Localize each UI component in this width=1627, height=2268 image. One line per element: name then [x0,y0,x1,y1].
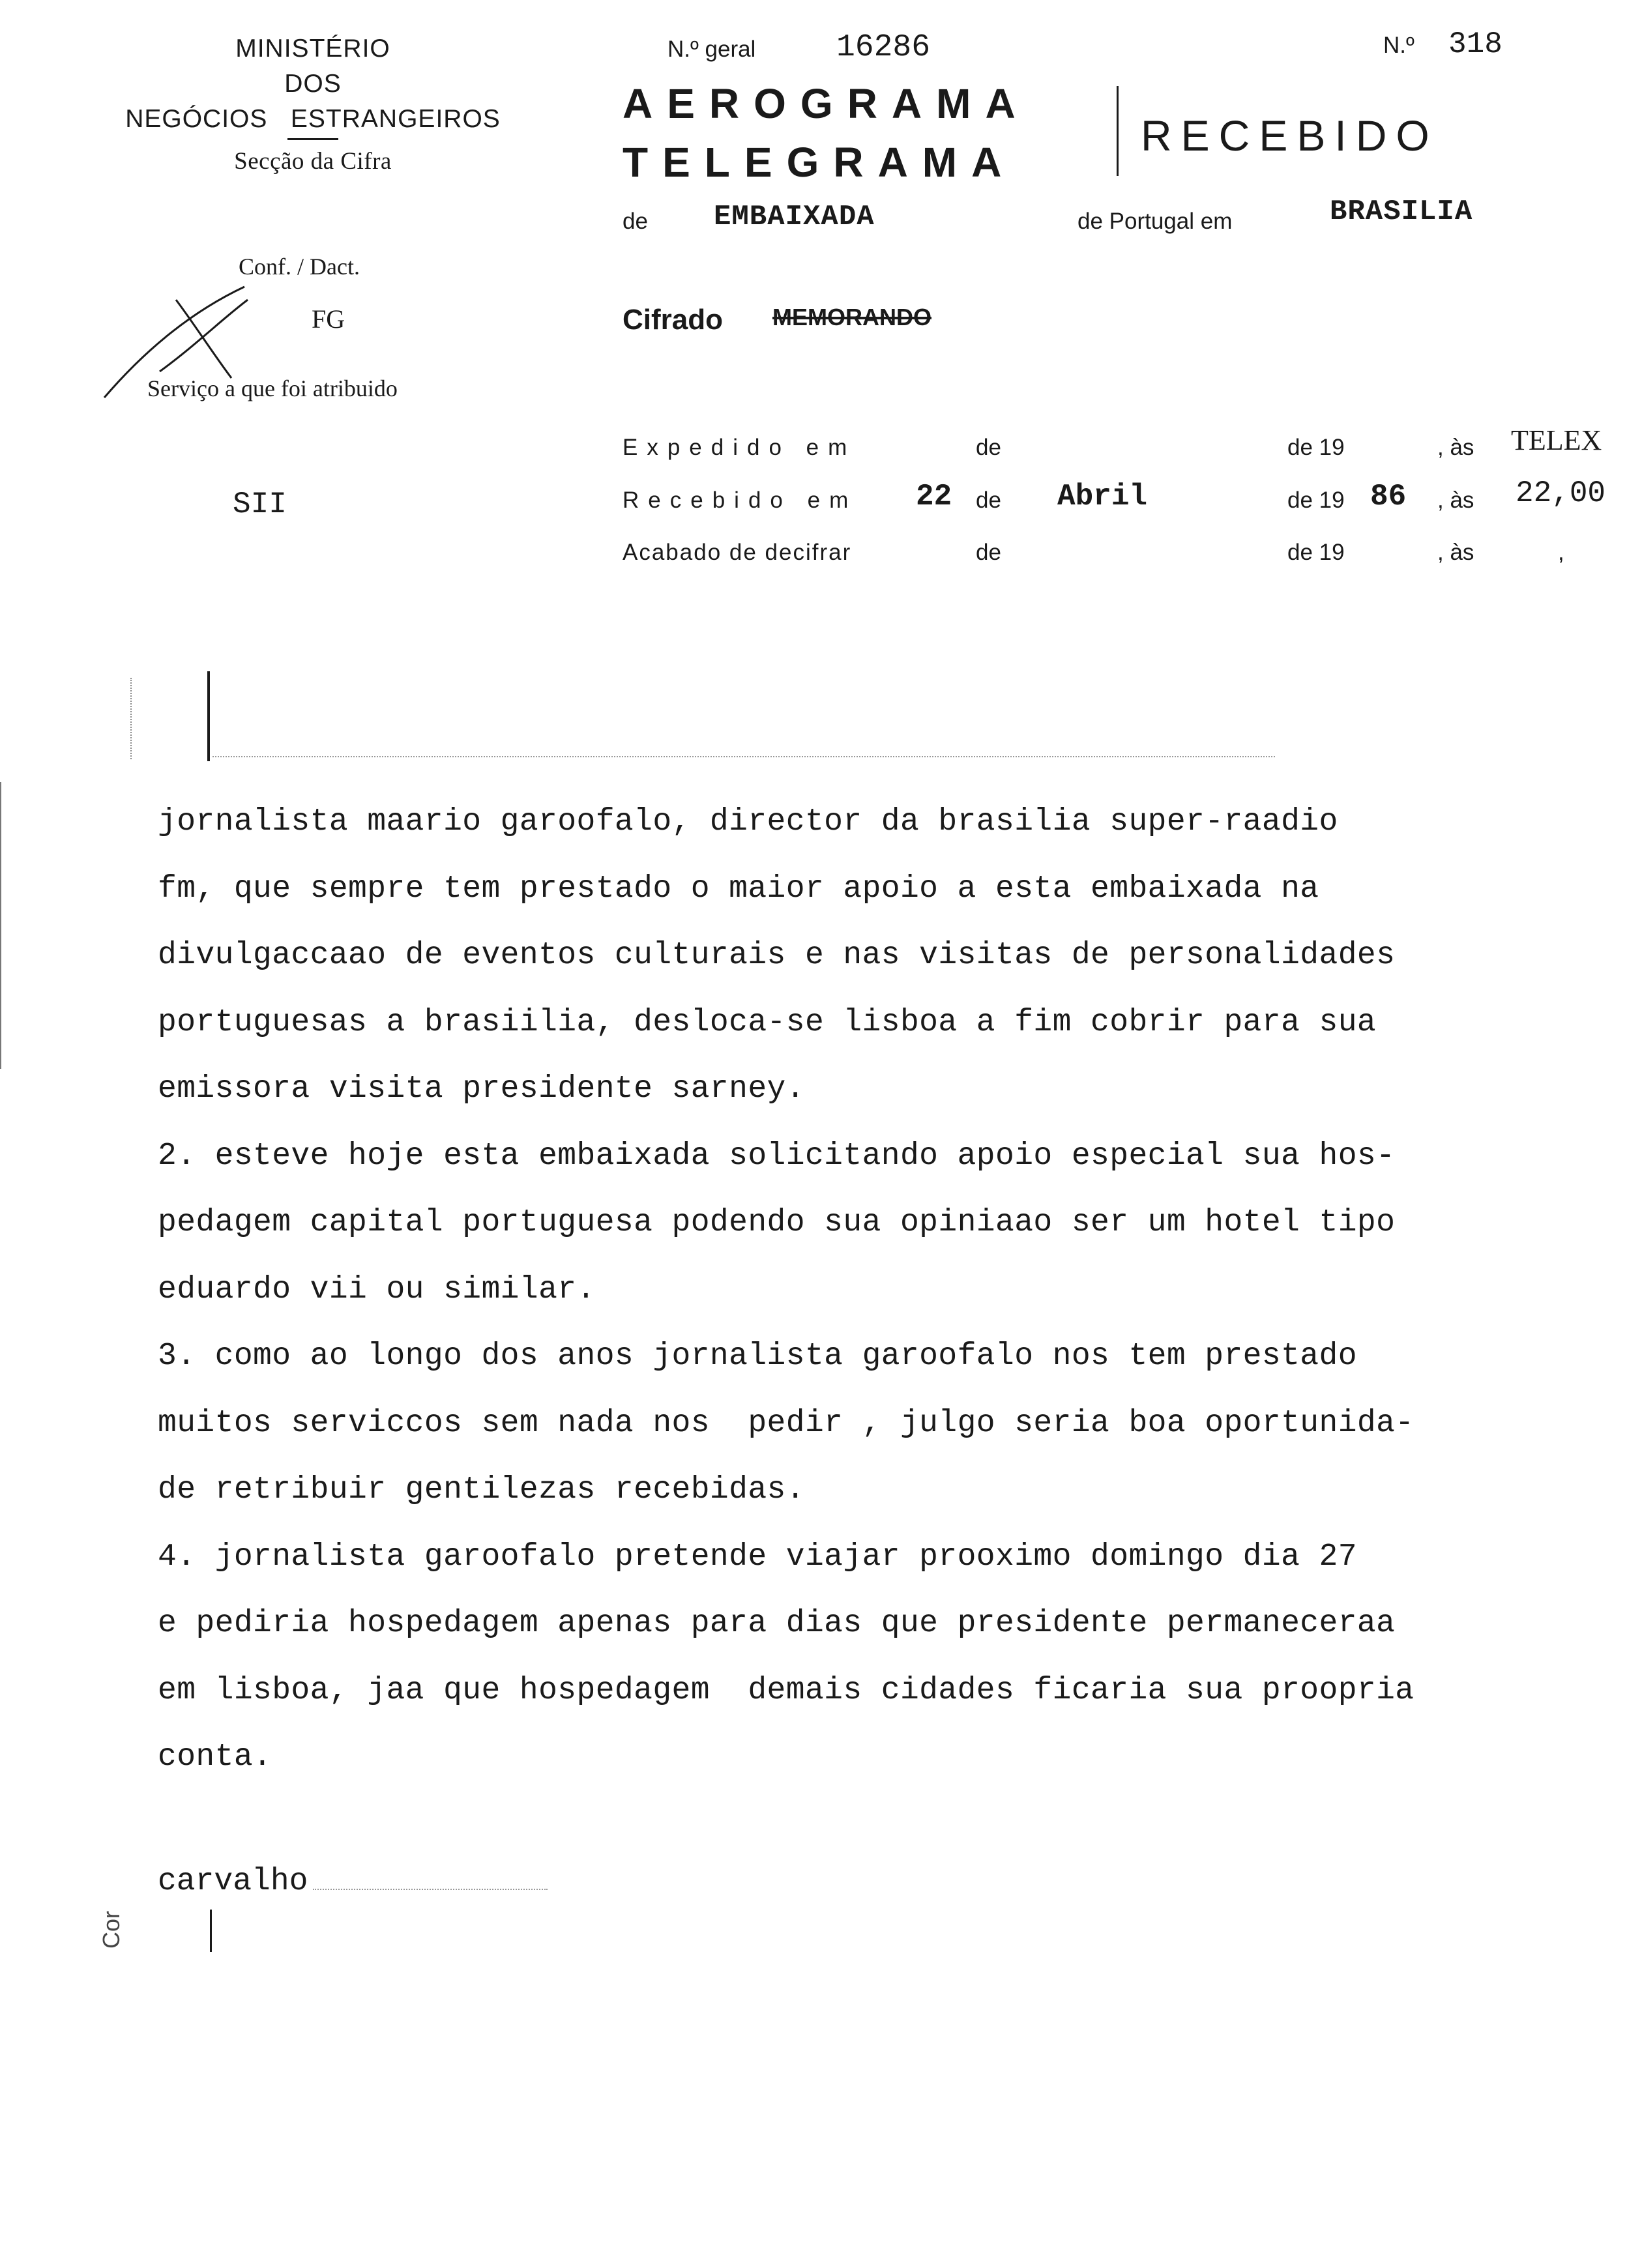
body-line: e pediria hospedagem apenas para dias que presidente permaneceraa [158,1606,1396,1641]
body-line: muitos serviccos sem nada nos pedir , julgo seria boa oportunida- [158,1405,1414,1441]
service-label: Serviço a que foi atribuido [147,375,398,401]
geral-number-label: N.º geral [667,36,756,62]
body-line: 3. como ao longo dos anos jornalista garoofalo nos tem prestado [158,1339,1357,1374]
body-line: em lisboa, jaa que hospedagem demais cidades ficaria sua proopria [158,1672,1414,1708]
type-aerograma: AEROGRAMA [623,80,1030,127]
body-line: eduardo vii ou similar. [158,1272,596,1307]
recebido-de: de [976,487,1001,513]
decifrar-de-year: de 19 [1287,540,1345,565]
conf-label: Conf. / Dact. [239,254,360,280]
conf-initials: FG [312,304,345,334]
expedido-label: Expedido em [623,435,857,460]
expedido-as: , às [1437,435,1474,460]
ministry-heading [98,31,528,179]
from-label: de [623,209,648,234]
decifrar-time: , [1558,540,1564,565]
type-telegrama: TELEGRAMA [623,139,1016,186]
ministry-rule [287,138,338,140]
recebido-month: Abril [1057,480,1148,514]
tear-line [213,756,1275,757]
body-line: fm, que sempre tem prestado o maior apoio a esta embaixada na [158,871,1319,907]
cifrado-label: Cifrado [623,304,723,336]
portugal-label: de Portugal em [1077,209,1233,234]
telegram-body [158,789,1579,1791]
page-edge-mark [0,782,1,1069]
body-line: portuguesas a brasiilia, desloca-se lisboa a fim cobrir para sua [158,1004,1377,1040]
portugal-value: BRASILIA [1330,196,1473,228]
section-label: Secção da Cifra [234,148,392,175]
body-line: 2. esteve hoje esta embaixada solicitando apoio especial sua hos- [158,1138,1396,1174]
status-recebido: RECEBIDO [1141,111,1439,160]
recebido-day: 22 [916,480,952,514]
recebido-de-year: de 19 [1287,487,1345,513]
ministry-line-1: MINISTÉRIO [235,35,390,63]
margin-dotted-mark [130,678,132,759]
recebido-as: , às [1437,487,1474,513]
expedido-de-year: de 19 [1287,435,1345,460]
tape-edge-mark [207,671,210,761]
decifrar-de: de [976,540,1001,565]
body-line: divulgaccaao de eventos culturais e nas visitas de personalidades [158,938,1396,973]
geral-number-value: 16286 [836,30,931,65]
doc-number-label: N.º [1383,33,1414,58]
margin-note: Cor [98,1910,125,1949]
signature-tear-line [313,1889,548,1890]
doc-number-value: 318 [1448,27,1502,61]
body-line: conta. [158,1739,272,1775]
type-bracket [1117,86,1119,176]
expedido-de: de [976,435,1001,460]
service-value: SII [233,487,287,521]
ministry-line-3: NEGÓCIOS ESTRANGEIROS [125,105,501,133]
ministry-line-2: DOS [284,70,342,98]
body-line: de retribuir gentilezas recebidas. [158,1472,805,1507]
expedido-time: TELEX [1511,424,1602,456]
body-line: emissora visita presidente sarney. [158,1071,805,1107]
body-line: pedagem capital portuguesa podendo sua opiniaao ser um hotel tipo [158,1205,1396,1240]
signature: carvalho [158,1864,308,1899]
body-line: jornalista maario garoofalo, director da brasilia super-raadio [158,804,1338,839]
recebido-label: Recebido em [623,487,858,513]
recebido-year-suffix: 86 [1370,480,1407,514]
decifrar-label: Acabado de decifrar [623,540,852,565]
decifrar-as: , às [1437,540,1474,565]
body-line: 4. jornalista garoofalo pretende viajar prooximo domingo dia 27 [158,1539,1357,1575]
cifrado-struck-text: MEMORANDO [772,304,931,330]
bottom-tape-mark [210,1910,212,1952]
recebido-time: 22,00 [1516,476,1606,510]
from-value: EMBAIXADA [714,201,875,233]
